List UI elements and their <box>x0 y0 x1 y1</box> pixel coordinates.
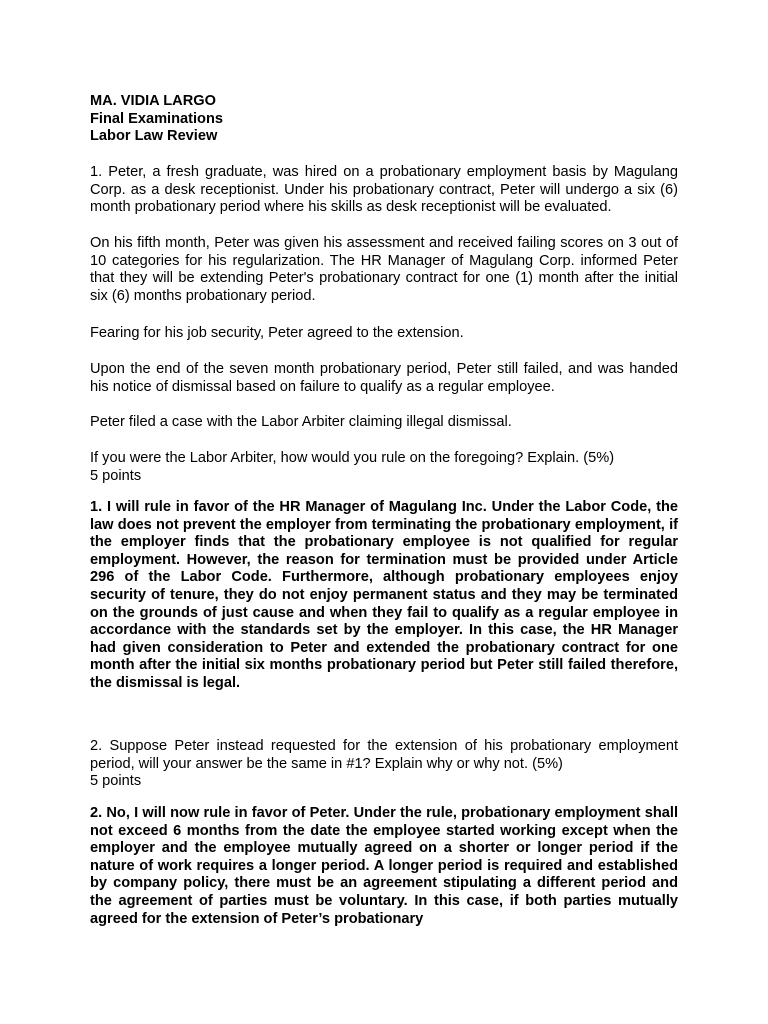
q1-points: 5 points <box>90 467 142 484</box>
q1-paragraph-4: Upon the end of the seven month probationary period, Peter still failed, and was handed his notice of dismissal based on failure to qualify as a regular employee. <box>90 361 678 395</box>
exam-title: Final Examinations <box>90 110 223 127</box>
q2-answer: 2. No, I will now rule in favor of Peter. Under the rule, probationary employment shall not exceed 6 months from the date the employee started working except when the employer and the employee mutually agreed on a shorter or longer period if the nature of work requires a longer period. A longer period is required and established by company policy, there must be an agreement stipulating a different period and the agreement of parties must be voluntary. In this case, if both parties mutually agreed for the extension of Peter’s probationary <box>90 805 678 927</box>
q1-paragraph-2: On his fifth month, Peter was given his assessment and received failing scores on 3 out of 10 categories for his regularization. The HR Manager of Magulang Corp. informed Peter that they will be extending Peter's probationary contract for one (1) month after the initial six (6) months probationary period. <box>90 235 678 304</box>
q1-paragraph-1: 1. Peter, a fresh graduate, was hired on a probationary employment basis by Magulang Corp. as a desk receptionist. Under his probationary contract, Peter will undergo a six (6) month probationary period where his skills as desk receptionist will be evaluated. <box>90 164 678 216</box>
q1-prompt <box>90 450 678 485</box>
q2-prompt <box>90 738 678 791</box>
q1-paragraph-5: Peter filed a case with the Labor Arbiter claiming illegal dismissal. <box>90 414 512 430</box>
q2-points: 5 points <box>90 773 142 790</box>
q1-question: If you were the Labor Arbiter, how would you rule on the foregoing? Explain. (5%) <box>90 450 615 466</box>
q1-paragraph-3: Fearing for his job security, Peter agreed to the extension. <box>90 325 464 341</box>
student-name: MA. VIDIA LARGO <box>90 93 216 109</box>
q1-answer: 1. I will rule in favor of the HR Manager of Magulang Inc. Under the Labor Code, the law does not prevent the employer from terminating the probationary employment, if the employer finds that the probationary employee is not qualified for regular employment. However, the reason for termination must be provided under Article 296 of the Labor Code. Furthermore, although probationary employees enjoy security of tenure, they do not enjoy permanent status and they may be terminated on the grounds of just cause and when they fail to qualify as a regular employee in accordance with the standards set by the employer. In this case, the HR Manager had given consideration to Peter and extended the probationary contract for one month after the initial six months probationary period but Peter still failed therefore, the dismissal is legal. <box>90 499 678 691</box>
document-header <box>90 93 690 146</box>
course-title: Labor Law Review <box>90 128 218 145</box>
q2-question: 2. Suppose Peter instead requested for the extension of his probationary employment period, will your answer be the same in #1? Explain why or why not. (5%) <box>90 738 678 772</box>
